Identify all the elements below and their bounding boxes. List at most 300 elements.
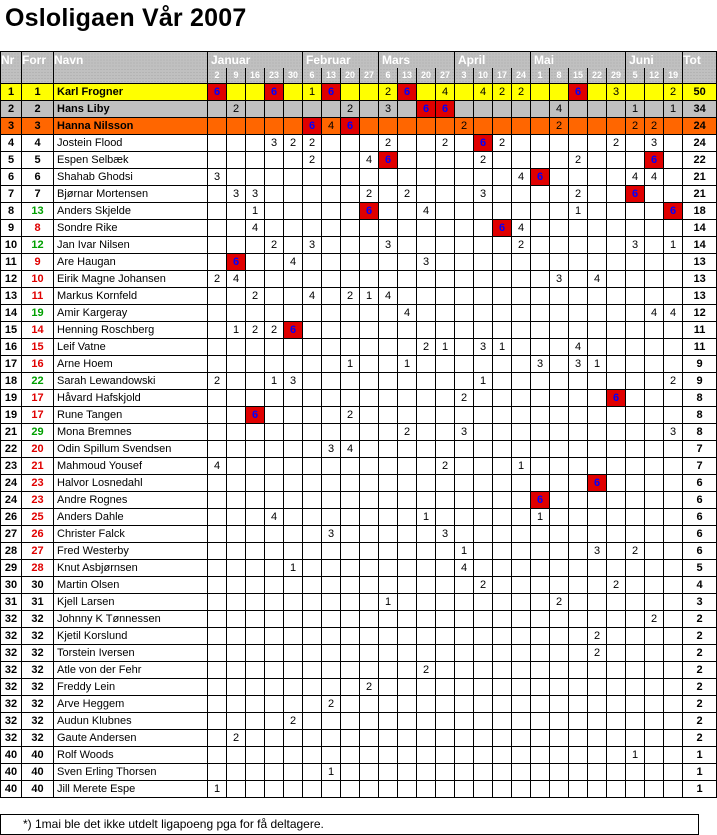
points-cell xyxy=(550,713,569,730)
points-cell xyxy=(379,407,398,424)
points-cell: 2 xyxy=(398,186,417,203)
points-cell xyxy=(303,611,322,628)
rank-cell: 5 xyxy=(1,152,22,169)
points-cell xyxy=(455,645,474,662)
points-cell xyxy=(246,594,265,611)
previous-rank-cell: 10 xyxy=(22,271,54,288)
points-cell xyxy=(645,254,664,271)
points-cell: 1 xyxy=(341,356,360,373)
points-cell xyxy=(664,492,683,509)
points-cell xyxy=(265,424,284,441)
league-table xyxy=(0,51,717,798)
points-cell xyxy=(360,339,379,356)
total-cell: 6 xyxy=(683,475,717,492)
points-cell xyxy=(512,662,531,679)
points-cell xyxy=(246,441,265,458)
total-cell: 11 xyxy=(683,339,717,356)
points-cell xyxy=(208,203,227,220)
points-cell: 3 xyxy=(569,356,588,373)
rank-cell: 23 xyxy=(1,458,22,475)
points-cell xyxy=(455,492,474,509)
points-cell: 6 xyxy=(208,84,227,101)
points-cell xyxy=(436,220,455,237)
points-cell xyxy=(607,526,626,543)
points-cell xyxy=(512,526,531,543)
points-cell xyxy=(588,407,607,424)
points-cell xyxy=(246,764,265,781)
points-cell: 2 xyxy=(550,594,569,611)
points-cell: 4 xyxy=(664,305,683,322)
points-cell xyxy=(645,543,664,560)
table-row xyxy=(1,594,717,611)
points-cell xyxy=(417,271,436,288)
player-name: Torstein Iversen xyxy=(54,645,208,662)
points-cell xyxy=(360,169,379,186)
points-cell xyxy=(607,509,626,526)
points-cell xyxy=(607,662,626,679)
header-date: 22 xyxy=(588,68,607,84)
points-cell xyxy=(550,475,569,492)
points-cell xyxy=(569,611,588,628)
points-cell xyxy=(303,713,322,730)
points-cell: 1 xyxy=(531,509,550,526)
points-cell: 2 xyxy=(379,84,398,101)
points-cell xyxy=(531,203,550,220)
points-cell xyxy=(626,356,645,373)
points-cell xyxy=(569,373,588,390)
header-date: 13 xyxy=(322,68,341,84)
total-cell: 2 xyxy=(683,713,717,730)
points-cell xyxy=(265,220,284,237)
points-cell xyxy=(455,373,474,390)
points-cell: 3 xyxy=(588,543,607,560)
points-cell xyxy=(265,271,284,288)
points-cell xyxy=(588,662,607,679)
header-month-mai: Mai xyxy=(531,52,626,69)
points-cell xyxy=(208,441,227,458)
points-cell xyxy=(512,543,531,560)
points-cell xyxy=(512,101,531,118)
points-cell: 2 xyxy=(227,101,246,118)
points-cell xyxy=(265,730,284,747)
points-cell xyxy=(398,373,417,390)
header-date: 6 xyxy=(303,68,322,84)
points-cell xyxy=(208,186,227,203)
points-cell: 6 xyxy=(664,203,683,220)
points-cell xyxy=(360,441,379,458)
points-cell xyxy=(322,305,341,322)
points-cell xyxy=(322,424,341,441)
points-cell xyxy=(550,424,569,441)
points-cell xyxy=(531,305,550,322)
points-cell xyxy=(379,492,398,509)
previous-rank-cell: 4 xyxy=(22,135,54,152)
points-cell xyxy=(284,288,303,305)
points-cell xyxy=(208,135,227,152)
points-cell xyxy=(303,679,322,696)
table-row xyxy=(1,730,717,747)
points-cell xyxy=(436,594,455,611)
points-cell xyxy=(246,696,265,713)
player-name: Mahmoud Yousef xyxy=(54,458,208,475)
points-cell xyxy=(284,509,303,526)
points-cell xyxy=(379,747,398,764)
points-cell xyxy=(208,424,227,441)
points-cell: 6 xyxy=(265,84,284,101)
points-cell xyxy=(455,611,474,628)
points-cell xyxy=(569,441,588,458)
points-cell xyxy=(645,101,664,118)
points-cell xyxy=(550,730,569,747)
points-cell xyxy=(588,152,607,169)
points-cell xyxy=(303,322,322,339)
points-cell xyxy=(246,713,265,730)
points-cell xyxy=(645,713,664,730)
points-cell xyxy=(246,84,265,101)
points-cell xyxy=(341,526,360,543)
points-cell xyxy=(227,339,246,356)
points-cell xyxy=(265,781,284,798)
points-cell xyxy=(379,543,398,560)
previous-rank-cell: 12 xyxy=(22,237,54,254)
points-cell xyxy=(569,169,588,186)
points-cell xyxy=(208,526,227,543)
points-cell xyxy=(284,84,303,101)
points-cell xyxy=(474,560,493,577)
points-cell xyxy=(360,509,379,526)
points-cell xyxy=(227,203,246,220)
points-cell xyxy=(455,101,474,118)
points-cell: 2 xyxy=(246,322,265,339)
points-cell xyxy=(474,390,493,407)
points-cell: 3 xyxy=(664,424,683,441)
points-cell xyxy=(265,186,284,203)
points-cell: 1 xyxy=(417,509,436,526)
points-cell xyxy=(398,288,417,305)
points-cell xyxy=(265,441,284,458)
points-cell xyxy=(265,390,284,407)
points-cell xyxy=(227,424,246,441)
points-cell xyxy=(664,407,683,424)
points-cell xyxy=(303,560,322,577)
points-cell xyxy=(531,84,550,101)
points-cell xyxy=(531,407,550,424)
player-name: Knut Asbjørnsen xyxy=(54,560,208,577)
points-cell: 2 xyxy=(208,271,227,288)
points-cell xyxy=(493,781,512,798)
points-cell xyxy=(436,628,455,645)
player-name: Leif Vatne xyxy=(54,339,208,356)
header-date: 23 xyxy=(265,68,284,84)
points-cell xyxy=(645,781,664,798)
points-cell xyxy=(265,475,284,492)
points-cell xyxy=(417,407,436,424)
points-cell xyxy=(284,203,303,220)
points-cell xyxy=(493,509,512,526)
points-cell: 2 xyxy=(246,288,265,305)
total-cell: 5 xyxy=(683,560,717,577)
table-row xyxy=(1,101,717,118)
points-cell xyxy=(360,118,379,135)
points-cell xyxy=(303,730,322,747)
points-cell xyxy=(436,322,455,339)
player-name: Jostein Flood xyxy=(54,135,208,152)
points-cell xyxy=(493,322,512,339)
points-cell xyxy=(227,152,246,169)
points-cell xyxy=(455,305,474,322)
header-filler xyxy=(683,68,717,84)
points-cell xyxy=(550,747,569,764)
points-cell xyxy=(664,441,683,458)
points-cell xyxy=(512,730,531,747)
points-cell xyxy=(417,390,436,407)
points-cell xyxy=(607,254,626,271)
points-cell xyxy=(246,101,265,118)
points-cell xyxy=(550,696,569,713)
points-cell xyxy=(341,492,360,509)
header-date: 3 xyxy=(455,68,474,84)
rank-cell: 1 xyxy=(1,84,22,101)
points-cell xyxy=(531,662,550,679)
points-cell xyxy=(208,628,227,645)
points-cell xyxy=(379,169,398,186)
player-name: Kjetil Korslund xyxy=(54,628,208,645)
points-cell xyxy=(379,220,398,237)
points-cell xyxy=(455,781,474,798)
points-cell xyxy=(626,424,645,441)
points-cell xyxy=(398,237,417,254)
points-cell xyxy=(588,696,607,713)
points-cell xyxy=(512,424,531,441)
table-body xyxy=(1,84,717,798)
player-name: Amir Kargeray xyxy=(54,305,208,322)
points-cell xyxy=(379,577,398,594)
points-cell xyxy=(493,186,512,203)
points-cell xyxy=(455,237,474,254)
points-cell xyxy=(512,288,531,305)
points-cell xyxy=(588,424,607,441)
rank-cell: 8 xyxy=(1,203,22,220)
points-cell: 1 xyxy=(360,288,379,305)
points-cell xyxy=(284,152,303,169)
points-cell: 1 xyxy=(379,594,398,611)
rank-cell: 32 xyxy=(1,628,22,645)
player-name: Johnny K Tønnessen xyxy=(54,611,208,628)
points-cell xyxy=(284,764,303,781)
header-date: 6 xyxy=(379,68,398,84)
points-cell xyxy=(607,101,626,118)
table-row xyxy=(1,679,717,696)
points-cell xyxy=(550,781,569,798)
rank-cell: 31 xyxy=(1,594,22,611)
points-cell: 6 xyxy=(322,84,341,101)
points-cell xyxy=(474,305,493,322)
points-cell xyxy=(531,611,550,628)
points-cell xyxy=(474,543,493,560)
points-cell xyxy=(436,492,455,509)
header-forr: Forr xyxy=(22,52,54,69)
points-cell xyxy=(569,526,588,543)
points-cell xyxy=(360,781,379,798)
points-cell: 4 xyxy=(417,203,436,220)
points-cell xyxy=(379,645,398,662)
points-cell: 6 xyxy=(379,152,398,169)
points-cell xyxy=(455,594,474,611)
points-cell: 1 xyxy=(664,237,683,254)
points-cell: 4 xyxy=(227,271,246,288)
points-cell xyxy=(588,526,607,543)
previous-rank-cell: 21 xyxy=(22,458,54,475)
points-cell xyxy=(360,373,379,390)
rank-cell: 32 xyxy=(1,696,22,713)
points-cell xyxy=(246,118,265,135)
previous-rank-cell: 27 xyxy=(22,543,54,560)
points-cell xyxy=(645,271,664,288)
previous-rank-cell: 32 xyxy=(22,628,54,645)
footnote: *) 1mai ble det ikke utdelt ligapoeng pga for få deltagere. xyxy=(0,814,699,835)
points-cell xyxy=(474,730,493,747)
points-cell: 2 xyxy=(284,135,303,152)
total-cell: 34 xyxy=(683,101,717,118)
table-row xyxy=(1,492,717,509)
points-cell xyxy=(360,594,379,611)
points-cell xyxy=(284,237,303,254)
points-cell xyxy=(360,713,379,730)
points-cell xyxy=(360,390,379,407)
points-cell xyxy=(284,390,303,407)
points-cell xyxy=(436,254,455,271)
points-cell xyxy=(284,662,303,679)
points-cell xyxy=(322,322,341,339)
rank-cell: 32 xyxy=(1,645,22,662)
points-cell: 2 xyxy=(303,135,322,152)
previous-rank-cell: 31 xyxy=(22,594,54,611)
points-cell xyxy=(341,339,360,356)
points-cell xyxy=(303,781,322,798)
total-cell: 8 xyxy=(683,424,717,441)
points-cell xyxy=(588,509,607,526)
points-cell xyxy=(436,186,455,203)
player-name: Arve Heggem xyxy=(54,696,208,713)
points-cell xyxy=(474,781,493,798)
points-cell xyxy=(512,203,531,220)
rank-cell: 17 xyxy=(1,356,22,373)
points-cell xyxy=(284,186,303,203)
points-cell xyxy=(607,203,626,220)
total-cell: 6 xyxy=(683,543,717,560)
points-cell xyxy=(322,186,341,203)
points-cell xyxy=(379,696,398,713)
points-cell xyxy=(569,424,588,441)
header-month-april: April xyxy=(455,52,531,69)
points-cell xyxy=(398,220,417,237)
rank-cell: 4 xyxy=(1,135,22,152)
points-cell xyxy=(284,339,303,356)
points-cell xyxy=(436,305,455,322)
points-cell xyxy=(569,407,588,424)
points-cell xyxy=(417,679,436,696)
points-cell xyxy=(341,662,360,679)
points-cell xyxy=(303,271,322,288)
points-cell xyxy=(246,237,265,254)
previous-rank-cell: 25 xyxy=(22,509,54,526)
points-cell xyxy=(664,135,683,152)
points-cell xyxy=(417,373,436,390)
points-cell xyxy=(531,152,550,169)
points-cell xyxy=(417,594,436,611)
points-cell: 2 xyxy=(360,186,379,203)
points-cell xyxy=(246,628,265,645)
points-cell xyxy=(474,747,493,764)
points-cell xyxy=(550,135,569,152)
points-cell xyxy=(379,271,398,288)
points-cell xyxy=(493,271,512,288)
points-cell xyxy=(398,458,417,475)
table-row xyxy=(1,543,717,560)
points-cell xyxy=(474,492,493,509)
table-row xyxy=(1,118,717,135)
points-cell xyxy=(588,781,607,798)
header-date: 27 xyxy=(360,68,379,84)
points-cell xyxy=(455,475,474,492)
points-cell xyxy=(398,271,417,288)
points-cell xyxy=(626,577,645,594)
points-cell xyxy=(569,237,588,254)
points-cell xyxy=(341,186,360,203)
points-cell xyxy=(436,169,455,186)
points-cell xyxy=(531,339,550,356)
points-cell xyxy=(664,560,683,577)
points-cell xyxy=(265,662,284,679)
points-cell xyxy=(246,135,265,152)
points-cell: 1 xyxy=(493,339,512,356)
previous-rank-cell: 17 xyxy=(22,390,54,407)
points-cell xyxy=(398,662,417,679)
points-cell xyxy=(398,781,417,798)
points-cell xyxy=(531,186,550,203)
points-cell xyxy=(379,560,398,577)
points-cell xyxy=(303,543,322,560)
points-cell xyxy=(265,458,284,475)
points-cell: 1 xyxy=(588,356,607,373)
points-cell xyxy=(626,322,645,339)
points-cell xyxy=(455,458,474,475)
points-cell xyxy=(208,662,227,679)
points-cell xyxy=(474,288,493,305)
points-cell: 6 xyxy=(436,101,455,118)
header-filler xyxy=(1,68,22,84)
points-cell xyxy=(512,594,531,611)
points-cell xyxy=(360,220,379,237)
points-cell xyxy=(417,492,436,509)
points-cell: 1 xyxy=(398,356,417,373)
player-name: Andre Rognes xyxy=(54,492,208,509)
player-name: Sven Erling Thorsen xyxy=(54,764,208,781)
points-cell xyxy=(227,696,246,713)
points-cell xyxy=(208,509,227,526)
points-cell xyxy=(322,628,341,645)
points-cell xyxy=(417,135,436,152)
points-cell xyxy=(531,373,550,390)
points-cell: 2 xyxy=(208,373,227,390)
previous-rank-cell: 23 xyxy=(22,492,54,509)
points-cell xyxy=(379,322,398,339)
points-cell xyxy=(512,322,531,339)
points-cell xyxy=(208,101,227,118)
total-cell: 8 xyxy=(683,407,717,424)
points-cell xyxy=(569,679,588,696)
points-cell: 4 xyxy=(265,509,284,526)
